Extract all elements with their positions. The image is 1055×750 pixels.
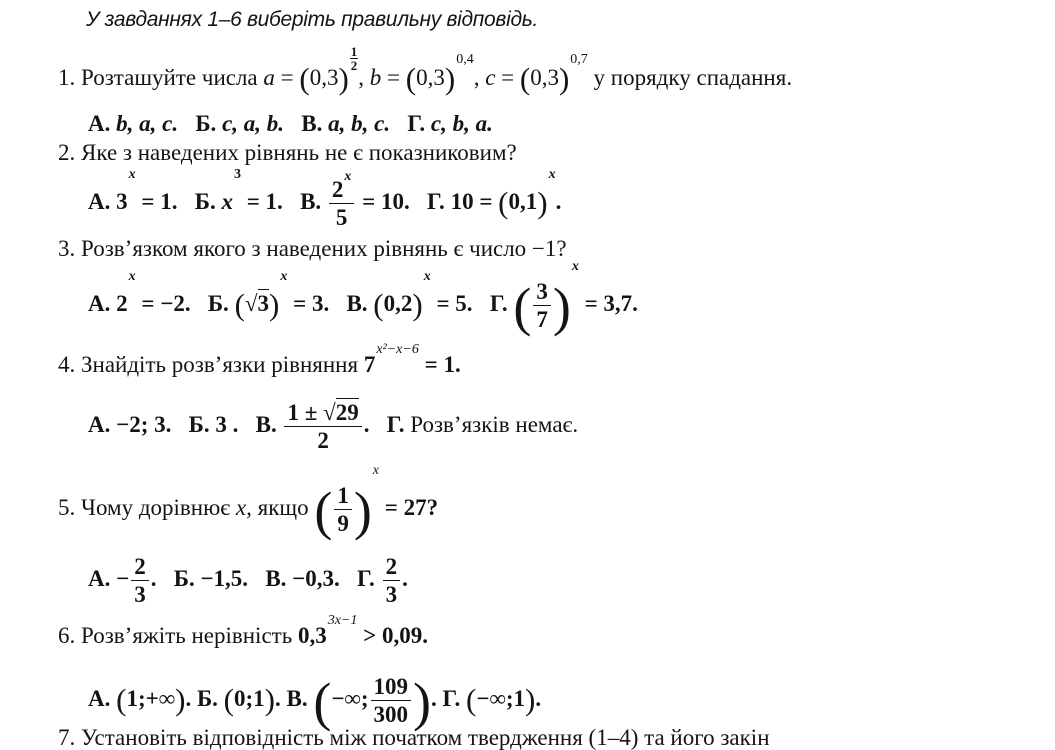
q3-options: А. $2^x = -2$. Б. $(√3)^x = 3$. В. $(0,2)^x = 5$. Г. ( $\frac{3}{7}$ )$^x$ = 3,7. [88, 259, 638, 337]
question-6 [58, 613, 428, 648]
q1-tail: у порядку спадання. [593, 65, 793, 90]
question-7-partial: 7. Установіть відповідність між початком твердження (1–4) та його закін [58, 725, 770, 750]
q3-option-v: = 5. [436, 291, 473, 316]
q1-exp-b: 0,4 [456, 52, 474, 67]
instruction: У завданнях 1–6 виберіть правильну відповідь. [86, 8, 539, 31]
q5-option-b: −1,5. [200, 565, 249, 591]
q1-option-a-label: А. [88, 111, 111, 136]
q2-option-b: = 1. [246, 188, 283, 214]
q6-rhs: > 0,09. [363, 623, 428, 648]
q6-option-a: 1;+∞ [126, 686, 176, 711]
q6-option-b: 0;1 [234, 686, 265, 711]
q6-number: 6. [58, 623, 76, 648]
q4-options: А. −2; 3. Б. 3 . В. $\frac{1 \pm √29}{2}$ . Г. Розв’язків немає. [88, 400, 579, 453]
q3-option-g: = 3,7. [584, 291, 638, 316]
q6-base: 0,3 [297, 623, 327, 648]
q5-fraction: $\frac{1}{9}$ [334, 484, 352, 535]
question-1: 1. Розташуйте числа a = (0,3) $\frac{1}{2}$ , $b = (0,3)^{0,4}$, $c = (0,3)^{0,7}$ у порядку спадання. [58, 44, 793, 96]
q4-base: 7 [363, 352, 376, 377]
q4-option-a-label: А. [88, 411, 111, 437]
q2-option-v-fraction: $\frac{2^x}{5}$ [329, 178, 355, 229]
q3-number: 3. [58, 236, 76, 261]
q2-option-a-label: А. [88, 188, 111, 214]
q3-option-b-label: Б. [207, 291, 229, 316]
q6-option-b-label: Б. [196, 686, 218, 711]
q5-var: x, [235, 495, 252, 520]
q1-option-v: a, b, c. [328, 111, 391, 136]
q5-option-g-label: Г. [357, 565, 375, 591]
q2-option-g-label: Г. [427, 188, 445, 214]
q5-option-v: −0,3. [292, 565, 340, 591]
q5-text2: якщо [257, 495, 309, 520]
q4-rhs: = 1. [424, 352, 461, 377]
q3-option-a: = −2. [141, 291, 191, 316]
q5-text: Чому дорівнює [81, 495, 231, 520]
q1-option-b: c, a, b. [222, 111, 285, 136]
q2-option-v: = 10. [362, 188, 410, 214]
q2-text: Яке з наведених рівнянь не є показниковим? [81, 140, 517, 165]
q2-option-g: 0,1 [508, 188, 538, 214]
q1-option-g: c, b, a. [430, 111, 493, 136]
q5-option-g: $\frac{2}{3}$ [383, 555, 401, 606]
q1-var-b: b [369, 65, 382, 90]
q6-option-g: −∞;1 [476, 686, 526, 711]
q1-option-b-label: Б. [195, 111, 217, 136]
q5-rhs: = 27? [384, 495, 439, 520]
q4-option-g-label: Г. [386, 411, 405, 437]
q3-option-a-label: А. [88, 291, 111, 316]
q1-option-g-label: Г. [407, 111, 426, 136]
q6-option-a-label: А. [88, 686, 111, 711]
q6-option-v: $\frac{109}{300}$ [371, 675, 412, 726]
q6-exp: 3x−1 [327, 613, 358, 628]
q4-option-a: −2; 3. [116, 411, 172, 437]
q3-option-g-label: Г. [489, 291, 508, 316]
q5-option-a: $\frac{2}{3}$ [131, 555, 149, 606]
q5-options: А. − $\frac{2}{3}$ . Б. −1,5. В. −0,3. Г. $\frac{2}{3}$ . [88, 554, 408, 607]
q6-text: Розв’яжіть нерівність [81, 623, 293, 648]
q5-option-b-label: Б. [173, 565, 195, 591]
q4-exp: x²−x−6 [376, 342, 419, 357]
q3-option-b: = 3. [293, 291, 330, 316]
question-4 [58, 342, 461, 377]
q5-option-v-label: В. [265, 565, 287, 591]
q1-exp-a: $\frac{1}{2}$ [350, 44, 358, 73]
q4-option-g: Розв’язків немає. [410, 411, 579, 437]
q4-option-v: $\frac{1 \pm √29}{2}$ [284, 401, 361, 452]
q3-option-g-fraction: $\frac{3}{7}$ [533, 280, 551, 331]
q1-base-a: 0,3 [309, 65, 339, 90]
q2-option-a: = 1. [141, 188, 178, 214]
q5-option-a-label: А. [88, 565, 111, 591]
q2-options: А. $3^x = 1$. Б. $x^3 = 1$. В. $\frac{2^x}{5}$ = 10. Г. $10 = (0,1)^x$. [88, 167, 562, 230]
q3-option-v-label: В. [346, 291, 368, 316]
question-5: 5. Чому дорівнює x, якщо ( $\frac{1}{9}$ )$^x$ = 27? [58, 463, 439, 541]
q1-option-v-label: В. [301, 111, 323, 136]
q6-option-v-label: В. [286, 686, 308, 711]
q1-options [88, 112, 493, 135]
q1-number: 1. [58, 65, 76, 90]
q1-exp-c: 0,7 [570, 52, 588, 67]
question-3 [58, 237, 567, 260]
q4-option-b-label: Б. [188, 411, 210, 437]
q4-text: Знайдіть розв’язки рівняння [81, 352, 359, 377]
q1-base-c: 0,3 [530, 65, 559, 90]
q3-text: Розв’язком якого з наведених рівнянь є число −1? [81, 236, 567, 261]
q2-option-b-label: Б. [194, 188, 216, 214]
q1-text: Розташуйте числа [81, 65, 258, 90]
q1-base-b: 0,3 [416, 65, 445, 90]
q6-option-g-label: Г. [442, 686, 461, 711]
q4-option-b: 3 . [215, 411, 239, 437]
q1-option-a: b, a, c. [116, 111, 179, 136]
q5-number: 5. [58, 495, 76, 520]
q2-number: 2. [58, 140, 76, 165]
q4-number: 4. [58, 352, 76, 377]
q1-var-c: c [485, 65, 496, 90]
q6-options: А. (1;+∞). Б. (0;1). В. (−∞; $\frac{109}{300}$ ). Г. (−∞;1). [88, 672, 542, 732]
q4-option-v-label: В. [255, 411, 277, 437]
q1-var-a: a [263, 65, 275, 90]
question-2 [58, 141, 517, 164]
q2-option-v-label: В. [300, 188, 322, 214]
